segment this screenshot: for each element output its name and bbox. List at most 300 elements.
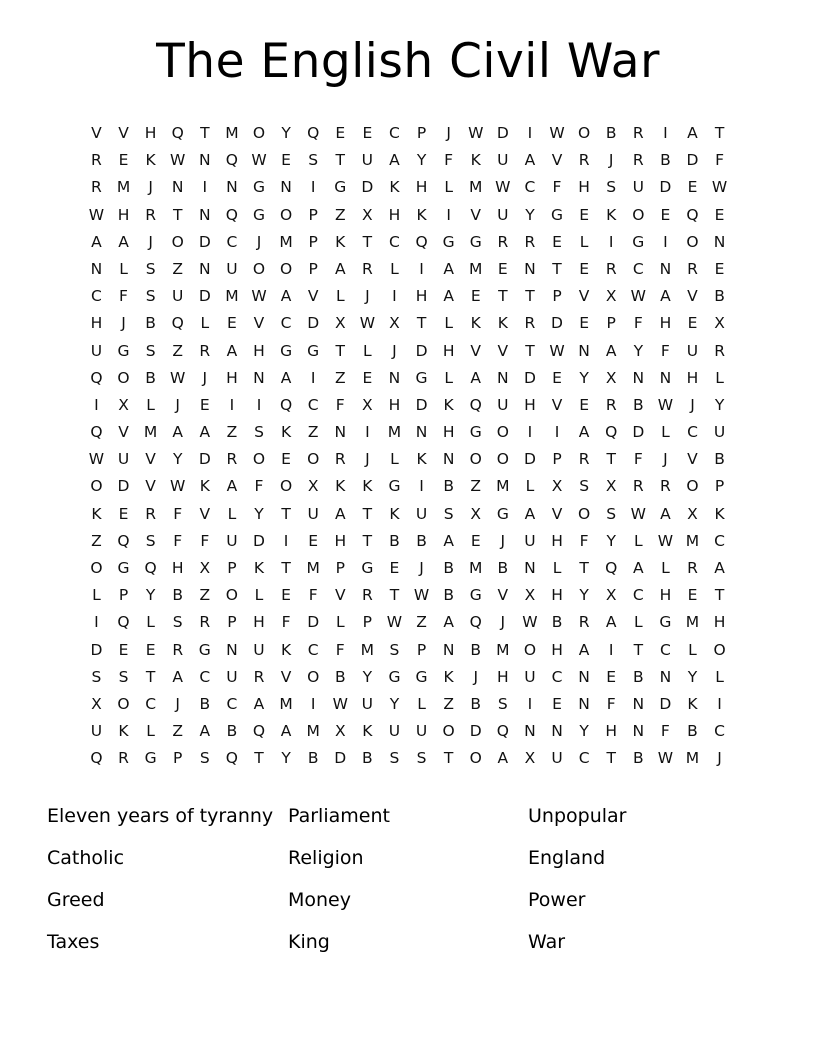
grid-cell[interactable]: M [496, 477, 510, 496]
grid-cell[interactable]: O [469, 450, 482, 469]
grid-cell[interactable]: B [226, 722, 238, 741]
grid-cell[interactable]: S [606, 504, 617, 523]
grid-cell[interactable]: L [525, 477, 535, 496]
grid-cell[interactable]: G [307, 341, 320, 360]
grid-cell[interactable]: W [495, 178, 511, 197]
grid-cell[interactable]: C [389, 124, 400, 142]
grid-cell[interactable]: T [281, 559, 291, 577]
grid-cell[interactable]: Z [172, 341, 184, 360]
grid-cell[interactable]: Q [171, 124, 184, 142]
grid-cell[interactable]: H [659, 586, 672, 605]
grid-cell[interactable]: U [497, 151, 509, 170]
grid-cell[interactable]: L [335, 287, 345, 306]
grid-cell[interactable]: A [578, 640, 590, 659]
grid-cell[interactable]: J [473, 667, 479, 686]
grid-cell[interactable]: L [335, 613, 345, 632]
grid-cell[interactable]: K [470, 151, 481, 170]
grid-cell[interactable]: N [524, 259, 536, 278]
grid-cell[interactable]: E [687, 586, 698, 605]
grid-cell[interactable]: M [225, 124, 239, 142]
grid-cell[interactable]: R [578, 450, 590, 469]
grid-cell[interactable]: R [199, 341, 211, 360]
grid-cell[interactable]: R [605, 259, 617, 278]
grid-cell[interactable]: I [310, 368, 316, 387]
grid-cell[interactable]: M [360, 640, 375, 659]
grid-cell[interactable]: Y [525, 205, 535, 224]
grid-cell[interactable]: P [308, 232, 318, 251]
grid-cell[interactable]: B [632, 395, 644, 414]
grid-cell[interactable]: E [579, 395, 589, 414]
grid-cell[interactable]: S [145, 341, 156, 360]
grid-cell[interactable]: C [280, 314, 292, 333]
grid-cell[interactable]: S [254, 423, 264, 442]
grid-cell[interactable]: N [415, 423, 428, 442]
grid-cell[interactable]: U [117, 450, 130, 469]
grid-cell[interactable]: D [307, 613, 320, 632]
grid-cell[interactable]: Q [605, 423, 618, 442]
grid-cell[interactable]: U [226, 667, 238, 686]
grid-cell[interactable]: E [552, 694, 562, 713]
grid-cell[interactable]: Q [171, 314, 184, 333]
grid-cell[interactable]: A [578, 423, 590, 442]
grid-cell[interactable]: L [227, 504, 237, 523]
grid-cell[interactable]: A [660, 287, 671, 306]
grid-cell[interactable]: P [606, 314, 616, 333]
grid-cell[interactable]: K [606, 205, 617, 224]
grid-cell[interactable]: A [524, 151, 536, 170]
grid-cell[interactable]: M [469, 259, 483, 278]
grid-cell[interactable]: K [253, 559, 265, 577]
grid-cell[interactable]: H [253, 613, 265, 632]
grid-cell[interactable]: L [633, 531, 643, 550]
grid-cell[interactable]: F [579, 531, 589, 550]
grid-cell[interactable]: J [365, 287, 370, 306]
grid-cell[interactable]: A [199, 423, 211, 442]
grid-cell[interactable]: I [256, 395, 262, 414]
grid-cell[interactable]: J [446, 124, 451, 142]
grid-cell[interactable]: Q [279, 395, 293, 414]
grid-cell[interactable]: D [523, 368, 536, 387]
grid-cell[interactable]: O [523, 640, 537, 659]
grid-cell[interactable]: S [389, 640, 400, 659]
grid-cell[interactable]: L [579, 232, 589, 251]
grid-cell[interactable]: O [117, 368, 130, 387]
grid-cell[interactable]: T [525, 341, 535, 360]
grid-cell[interactable]: U [172, 287, 184, 306]
grid-cell[interactable]: X [307, 477, 319, 496]
grid-cell[interactable]: U [497, 205, 509, 224]
grid-cell[interactable]: O [279, 205, 293, 224]
grid-cell[interactable]: D [415, 395, 428, 414]
grid-cell[interactable]: J [500, 613, 506, 632]
grid-cell[interactable]: N [226, 178, 238, 197]
grid-cell[interactable]: J [608, 151, 614, 170]
grid-cell[interactable]: Y [579, 368, 589, 387]
grid-cell[interactable]: I [446, 205, 451, 224]
grid-cell[interactable]: T [714, 586, 725, 605]
grid-cell[interactable]: R [632, 151, 644, 170]
grid-cell[interactable]: W [549, 341, 565, 360]
grid-cell[interactable]: Q [469, 613, 482, 632]
grid-cell[interactable]: L [552, 559, 562, 577]
grid-cell[interactable]: J [202, 368, 208, 387]
grid-cell[interactable]: P [227, 559, 237, 577]
grid-cell[interactable]: E [606, 667, 617, 686]
grid-cell[interactable]: B [389, 531, 400, 550]
grid-cell[interactable]: A [280, 287, 292, 306]
grid-cell[interactable]: H [90, 314, 103, 333]
grid-cell[interactable]: A [714, 559, 725, 577]
grid-cell[interactable]: E [281, 450, 291, 469]
grid-cell[interactable]: Z [334, 205, 346, 224]
grid-cell[interactable]: V [687, 450, 698, 469]
grid-cell[interactable]: X [91, 694, 102, 713]
grid-cell[interactable]: N [198, 151, 211, 170]
grid-cell[interactable]: O [252, 259, 266, 278]
grid-cell[interactable]: C [524, 178, 536, 197]
grid-cell[interactable]: D [198, 450, 211, 469]
grid-cell[interactable]: Y [145, 586, 156, 605]
grid-cell[interactable]: A [443, 259, 454, 278]
grid-cell[interactable]: B [145, 314, 156, 333]
grid-cell[interactable]: E [579, 205, 589, 224]
grid-cell[interactable]: R [91, 151, 102, 170]
grid-cell[interactable]: O [90, 559, 103, 577]
grid-cell[interactable]: W [386, 613, 403, 632]
grid-cell[interactable]: E [335, 124, 346, 142]
grid-cell[interactable]: L [688, 640, 697, 659]
grid-cell[interactable]: L [661, 559, 670, 577]
grid-cell[interactable]: T [362, 504, 373, 523]
grid-cell[interactable]: N [632, 368, 645, 387]
grid-cell[interactable]: Q [117, 531, 130, 550]
grid-cell[interactable]: X [334, 314, 346, 333]
grid-cell[interactable]: L [363, 341, 372, 360]
grid-cell[interactable]: S [416, 749, 427, 768]
grid-cell[interactable]: R [524, 232, 536, 251]
grid-cell[interactable]: G [442, 232, 455, 251]
grid-cell[interactable]: X [199, 559, 211, 577]
grid-cell[interactable]: A [226, 477, 238, 496]
grid-cell[interactable]: U [90, 341, 103, 360]
grid-cell[interactable]: D [415, 341, 428, 360]
grid-cell[interactable]: Z [470, 477, 482, 496]
grid-cell[interactable]: G [415, 368, 428, 387]
grid-cell[interactable]: Q [90, 749, 103, 768]
grid-cell[interactable]: I [663, 232, 668, 251]
grid-cell[interactable]: W [88, 450, 105, 469]
grid-cell[interactable]: O [686, 232, 699, 251]
grid-cell[interactable]: M [685, 613, 700, 632]
grid-cell[interactable]: O [496, 423, 509, 442]
grid-cell[interactable]: N [659, 259, 672, 278]
grid-cell[interactable]: P [308, 259, 318, 278]
grid-cell[interactable]: K [416, 205, 427, 224]
grid-cell[interactable]: A [443, 613, 454, 632]
grid-cell[interactable]: J [690, 395, 695, 414]
grid-cell[interactable]: M [387, 423, 402, 442]
grid-cell[interactable]: J [500, 531, 506, 550]
grid-cell[interactable]: T [714, 124, 725, 142]
grid-cell[interactable]: Y [633, 341, 644, 360]
grid-cell[interactable]: U [632, 178, 644, 197]
grid-cell[interactable]: N [659, 368, 672, 387]
grid-cell[interactable]: A [443, 531, 454, 550]
grid-cell[interactable]: W [332, 694, 348, 713]
grid-cell[interactable]: E [308, 531, 319, 550]
grid-cell[interactable]: H [226, 368, 238, 387]
grid-cell[interactable]: F [200, 531, 210, 550]
grid-cell[interactable]: W [413, 586, 430, 605]
grid-cell[interactable]: K [199, 477, 210, 496]
grid-cell[interactable]: E [579, 314, 589, 333]
grid-cell[interactable]: V [118, 124, 129, 142]
grid-cell[interactable]: Z [416, 613, 427, 632]
grid-cell[interactable]: H [605, 722, 618, 741]
grid-cell[interactable]: A [605, 613, 617, 632]
grid-cell[interactable]: M [116, 178, 131, 197]
grid-cell[interactable]: E [660, 205, 671, 224]
grid-cell[interactable]: D [523, 450, 536, 469]
grid-cell[interactable]: G [252, 205, 265, 224]
grid-cell[interactable]: B [362, 749, 373, 768]
grid-cell[interactable]: R [145, 504, 156, 523]
grid-cell[interactable]: B [632, 749, 644, 768]
grid-cell[interactable]: H [144, 124, 157, 142]
grid-cell[interactable]: Z [443, 694, 454, 713]
grid-cell[interactable]: D [496, 124, 509, 142]
grid-cell[interactable]: N [578, 341, 590, 360]
grid-cell[interactable]: A [172, 423, 183, 442]
grid-cell[interactable]: C [551, 667, 563, 686]
grid-cell[interactable]: O [496, 450, 509, 469]
grid-cell[interactable]: N [578, 694, 590, 713]
puzzle-grid[interactable] [83, 120, 733, 773]
grid-cell[interactable]: Q [225, 749, 238, 768]
grid-cell[interactable]: X [714, 314, 725, 333]
grid-cell[interactable]: H [578, 178, 590, 197]
grid-cell[interactable]: D [117, 477, 130, 496]
grid-cell[interactable]: E [470, 287, 481, 306]
grid-cell[interactable]: I [663, 124, 668, 142]
grid-cell[interactable]: O [713, 640, 726, 659]
grid-cell[interactable]: X [524, 749, 536, 768]
grid-cell[interactable]: B [443, 586, 454, 605]
grid-cell[interactable]: I [392, 287, 397, 306]
grid-cell[interactable]: U [361, 694, 374, 713]
grid-cell[interactable]: J [175, 395, 180, 414]
grid-cell[interactable]: S [91, 667, 102, 686]
grid-cell[interactable]: H [388, 205, 401, 224]
grid-cell[interactable]: V [551, 504, 563, 523]
grid-cell[interactable]: V [470, 205, 482, 224]
grid-cell[interactable]: O [307, 667, 320, 686]
grid-cell[interactable]: I [608, 232, 614, 251]
grid-cell[interactable]: E [118, 151, 129, 170]
grid-cell[interactable]: N [713, 232, 726, 251]
grid-cell[interactable]: W [657, 395, 674, 414]
grid-cell[interactable]: X [334, 722, 346, 741]
grid-cell[interactable]: A [524, 504, 536, 523]
grid-cell[interactable]: Y [606, 531, 616, 550]
grid-cell[interactable]: V [91, 124, 102, 142]
grid-cell[interactable]: F [308, 586, 318, 605]
grid-cell[interactable]: R [361, 586, 373, 605]
grid-cell[interactable]: Q [307, 124, 320, 142]
grid-cell[interactable]: K [280, 423, 292, 442]
grid-cell[interactable]: Y [389, 694, 400, 713]
grid-cell[interactable]: A [280, 368, 292, 387]
grid-cell[interactable]: C [226, 232, 238, 251]
grid-cell[interactable]: P [416, 124, 427, 142]
grid-cell[interactable]: X [605, 287, 617, 306]
grid-cell[interactable]: H [415, 287, 428, 306]
grid-cell[interactable]: Y [579, 722, 589, 741]
grid-cell[interactable]: X [687, 504, 698, 523]
grid-cell[interactable]: O [117, 694, 130, 713]
grid-cell[interactable]: X [362, 205, 373, 224]
grid-cell[interactable]: S [145, 531, 156, 550]
grid-cell[interactable]: C [659, 640, 671, 659]
grid-cell[interactable]: A [497, 749, 509, 768]
grid-cell[interactable]: V [145, 450, 156, 469]
grid-cell[interactable]: H [659, 314, 672, 333]
grid-cell[interactable]: K [145, 151, 156, 170]
grid-cell[interactable]: R [714, 341, 725, 360]
grid-cell[interactable]: R [632, 124, 644, 142]
grid-cell[interactable]: T [606, 749, 616, 768]
grid-cell[interactable]: I [94, 395, 99, 414]
grid-cell[interactable]: W [630, 287, 646, 306]
grid-cell[interactable]: N [659, 667, 672, 686]
grid-cell[interactable]: Y [416, 151, 427, 170]
grid-cell[interactable]: N [578, 667, 590, 686]
grid-cell[interactable]: T [633, 640, 644, 659]
grid-cell[interactable]: R [632, 477, 644, 496]
grid-cell[interactable]: H [171, 559, 184, 577]
grid-cell[interactable]: B [443, 477, 454, 496]
grid-cell[interactable]: U [713, 423, 726, 442]
grid-cell[interactable]: A [334, 259, 346, 278]
grid-cell[interactable]: K [280, 640, 292, 659]
grid-cell[interactable]: N [280, 178, 292, 197]
grid-cell[interactable]: L [444, 368, 453, 387]
grid-cell[interactable]: Y [687, 667, 698, 686]
grid-cell[interactable]: H [713, 613, 726, 632]
grid-cell[interactable]: D [469, 722, 482, 741]
grid-cell[interactable]: C [226, 694, 238, 713]
grid-cell[interactable]: E [497, 259, 508, 278]
grid-cell[interactable]: Q [686, 205, 699, 224]
grid-cell[interactable]: C [714, 531, 725, 550]
grid-cell[interactable]: M [496, 640, 510, 659]
grid-cell[interactable]: U [90, 722, 103, 741]
grid-cell[interactable]: I [554, 423, 560, 442]
grid-cell[interactable]: N [198, 259, 211, 278]
grid-cell[interactable]: A [470, 368, 482, 387]
grid-cell[interactable]: S [308, 151, 319, 170]
grid-cell[interactable]: J [663, 450, 668, 469]
grid-cell[interactable]: K [362, 722, 373, 741]
grid-cell[interactable]: D [253, 531, 265, 550]
grid-cell[interactable]: Y [714, 395, 725, 414]
grid-cell[interactable]: W [251, 151, 267, 170]
grid-cell[interactable]: T [172, 205, 183, 224]
grid-cell[interactable]: T [335, 151, 345, 170]
grid-cell[interactable]: A [605, 341, 617, 360]
grid-cell[interactable]: W [170, 368, 186, 387]
grid-cell[interactable]: X [605, 586, 617, 605]
grid-cell[interactable]: G [469, 232, 482, 251]
grid-cell[interactable]: W [711, 178, 728, 197]
grid-cell[interactable]: A [389, 151, 400, 170]
grid-cell[interactable]: V [307, 287, 319, 306]
grid-cell[interactable]: L [715, 368, 724, 387]
grid-cell[interactable]: B [470, 694, 482, 713]
grid-cell[interactable]: N [524, 722, 536, 741]
grid-cell[interactable]: J [419, 559, 424, 577]
grid-cell[interactable]: C [307, 395, 319, 414]
grid-cell[interactable]: L [119, 259, 128, 278]
grid-cell[interactable]: U [226, 259, 238, 278]
grid-cell[interactable]: F [444, 151, 454, 170]
grid-cell[interactable]: T [552, 259, 562, 278]
grid-cell[interactable]: K [497, 314, 508, 333]
grid-cell[interactable]: B [199, 694, 211, 713]
grid-cell[interactable]: L [417, 694, 426, 713]
grid-cell[interactable]: J [175, 694, 180, 713]
grid-cell[interactable]: S [145, 287, 156, 306]
grid-cell[interactable]: E [552, 232, 562, 251]
grid-cell[interactable]: E [281, 151, 291, 170]
grid-cell[interactable]: R [660, 477, 671, 496]
grid-cell[interactable]: D [361, 178, 374, 197]
grid-cell[interactable]: R [145, 205, 156, 224]
grid-cell[interactable]: F [606, 694, 616, 713]
grid-cell[interactable]: T [443, 749, 454, 768]
grid-cell[interactable]: T [254, 749, 264, 768]
grid-cell[interactable]: Z [172, 259, 184, 278]
grid-cell[interactable]: P [335, 559, 345, 577]
grid-cell[interactable]: U [361, 151, 374, 170]
grid-cell[interactable]: A [334, 504, 346, 523]
grid-cell[interactable]: K [714, 504, 725, 523]
grid-cell[interactable]: W [468, 124, 484, 142]
grid-cell[interactable]: Q [225, 151, 238, 170]
grid-cell[interactable]: I [419, 259, 424, 278]
grid-cell[interactable]: Q [415, 232, 428, 251]
grid-cell[interactable]: W [251, 287, 267, 306]
grid-cell[interactable]: N [524, 559, 536, 577]
grid-cell[interactable]: G [469, 586, 482, 605]
grid-cell[interactable]: I [94, 613, 99, 632]
grid-cell[interactable]: N [334, 423, 347, 442]
grid-cell[interactable]: F [552, 178, 562, 197]
grid-cell[interactable]: Y [281, 124, 291, 142]
grid-cell[interactable]: J [392, 341, 397, 360]
grid-cell[interactable]: H [388, 395, 401, 414]
grid-cell[interactable]: F [335, 395, 345, 414]
grid-cell[interactable]: X [118, 395, 129, 414]
grid-cell[interactable]: E [118, 504, 129, 523]
grid-cell[interactable]: T [525, 287, 535, 306]
grid-cell[interactable]: L [715, 667, 724, 686]
grid-cell[interactable]: E [145, 640, 156, 659]
grid-cell[interactable]: Y [281, 749, 291, 768]
grid-cell[interactable]: V [280, 667, 292, 686]
grid-cell[interactable]: K [335, 232, 346, 251]
grid-cell[interactable]: K [389, 178, 400, 197]
